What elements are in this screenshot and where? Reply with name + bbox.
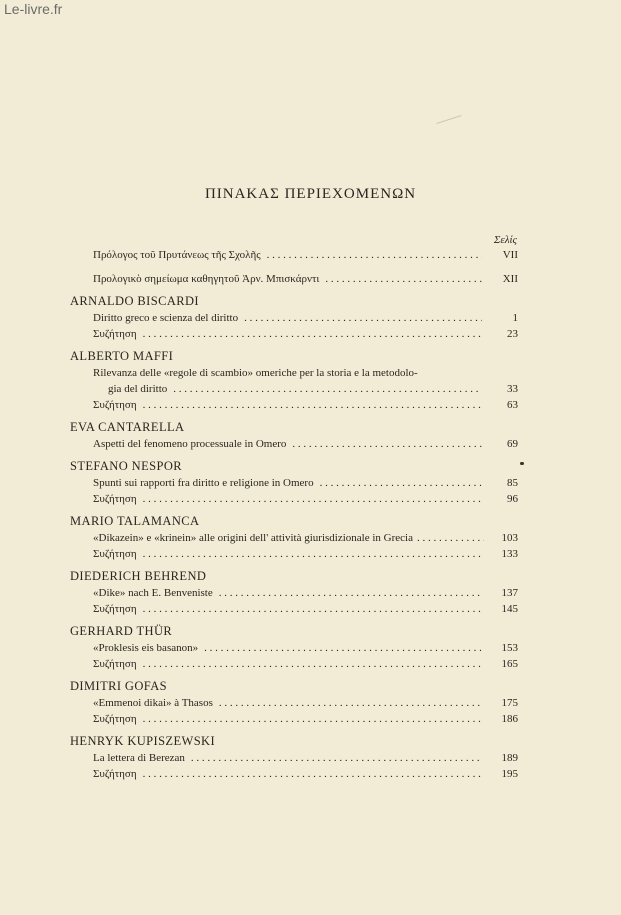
entry-title: Συζήτηση (93, 713, 137, 725)
entry-page: 189 (501, 752, 518, 764)
toc-section (70, 293, 518, 342)
toc-entry (70, 546, 518, 562)
entry-title: Diritto greco e scienza del diritto (93, 312, 239, 324)
entry-page: 175 (501, 697, 518, 709)
dot-leader (143, 397, 482, 413)
entry-page: 1 (512, 312, 518, 324)
toc-entry (70, 475, 518, 491)
entry-page: XII (502, 273, 518, 285)
dot-leader (143, 601, 482, 617)
entry-page: 186 (501, 713, 518, 725)
dot-leader (204, 640, 482, 656)
entry-page: 153 (501, 642, 518, 654)
author-name: ALBERTO MAFFI (70, 349, 174, 363)
dot-leader (143, 326, 482, 342)
toc-section (70, 623, 518, 672)
entry-page: 137 (501, 587, 518, 599)
toc-entry (70, 695, 518, 711)
toc-entry (70, 711, 518, 727)
entry-page: 85 (507, 477, 518, 489)
toc-entry (70, 530, 518, 546)
toc-entry (70, 640, 518, 656)
entry-title: Πρόλογος τοῦ Πρυτάνεως τῆς Σχολῆς (93, 249, 261, 261)
dot-leader (143, 766, 482, 782)
toc-entry (70, 271, 518, 287)
entry-title: «Proklesis eis basanon» (93, 642, 199, 654)
author-name: STEFANO NESPOR (70, 459, 182, 473)
entry-title: Προλογικὸ σημείωμα καθηγητοῦ Ἀρν. Μπισκάρντι (93, 273, 320, 285)
entry-page: 33 (507, 383, 518, 395)
author-name: DIMITRI GOFAS (70, 679, 167, 693)
entry-title: Συζήτηση (93, 493, 137, 505)
dot-leader (143, 491, 482, 507)
toc-entry (70, 326, 518, 342)
dot-leader (143, 711, 482, 727)
toc-entry (70, 397, 518, 413)
toc-entry (70, 491, 518, 507)
author-name: MARIO TALAMANCA (70, 514, 200, 528)
dot-leader (292, 436, 482, 452)
dot-leader (173, 381, 482, 397)
entry-page: VII (502, 249, 518, 261)
watermark: Le-livre.fr (4, 1, 63, 17)
entry-page: 195 (501, 768, 518, 780)
entry-title: Συζήτηση (93, 328, 137, 340)
toc-entry (70, 601, 518, 617)
toc-entry (70, 365, 518, 397)
toc-entry (70, 656, 518, 672)
dot-leader (219, 585, 482, 601)
entry-page: 96 (507, 493, 518, 505)
toc-entry (70, 436, 518, 452)
entry-title: Rilevanza delle «regole di scambio» omeriche per la storia e la metodolo- (93, 367, 418, 379)
entry-title: Συζήτηση (93, 768, 137, 780)
entry-title: Συζήτηση (93, 399, 137, 411)
toc-section (70, 419, 518, 452)
entry-page: 69 (507, 438, 518, 450)
toc-entry (70, 247, 518, 263)
entry-title: Συζήτηση (93, 658, 137, 670)
page-column-header: Σελίς (493, 234, 517, 246)
entry-title: Συζήτηση (93, 548, 137, 560)
author-name: EVA CANTARELLA (70, 420, 185, 434)
dot-leader (320, 475, 482, 491)
dot-leader (267, 247, 482, 263)
author-name: HENRYK KUPISZEWSKI (70, 734, 216, 748)
entry-page: 23 (507, 328, 518, 340)
dot-leader (191, 750, 482, 766)
entry-page: 103 (501, 532, 518, 544)
entry-title: Aspetti del fenomeno processuale in Omero (93, 438, 287, 450)
toc-entry (70, 310, 518, 326)
dot-leader (219, 695, 482, 711)
toc-section (70, 513, 518, 562)
ink-spot (520, 462, 524, 465)
dot-leader (417, 530, 484, 546)
dot-leader (143, 656, 482, 672)
author-name: ARNALDO BISCARDI (70, 294, 199, 308)
author-name: GERHARD THÜR (70, 624, 173, 638)
dot-leader (244, 310, 482, 326)
paper-mark (436, 115, 461, 124)
entry-page: 165 (501, 658, 518, 670)
toc-entry (70, 766, 518, 782)
toc-section (70, 458, 518, 507)
toc-section (70, 678, 518, 727)
entry-title: «Dikazein» e «krinein» alle origini dell' attività giurisdizionale in Grecia (93, 532, 413, 544)
page-title: ΠΙΝΑΚΑΣ ΠΕΡΙΕΧΟΜΕΝΩΝ (204, 186, 417, 202)
entry-title-continued: gia del diritto (108, 383, 168, 395)
table-of-contents (70, 247, 518, 782)
dot-leader (325, 271, 482, 287)
toc-section (70, 733, 518, 782)
toc-entry (70, 585, 518, 601)
entry-page: 63 (507, 399, 518, 411)
entry-page: 133 (501, 548, 518, 560)
entry-title: Συζήτηση (93, 603, 137, 615)
entry-title: Spunti sui rapporti fra diritto e religione in Omero (93, 477, 314, 489)
author-name: DIEDERICH BEHREND (70, 569, 207, 583)
toc-entry (70, 750, 518, 766)
dot-leader (143, 546, 482, 562)
entry-page: 145 (501, 603, 518, 615)
toc-section (70, 348, 518, 413)
toc-section (70, 568, 518, 617)
entry-title: «Emmenoi dikai» à Thasos (93, 697, 213, 709)
entry-title: La lettera di Berezan (93, 752, 185, 764)
entry-title: «Dike» nach E. Benveniste (93, 587, 213, 599)
